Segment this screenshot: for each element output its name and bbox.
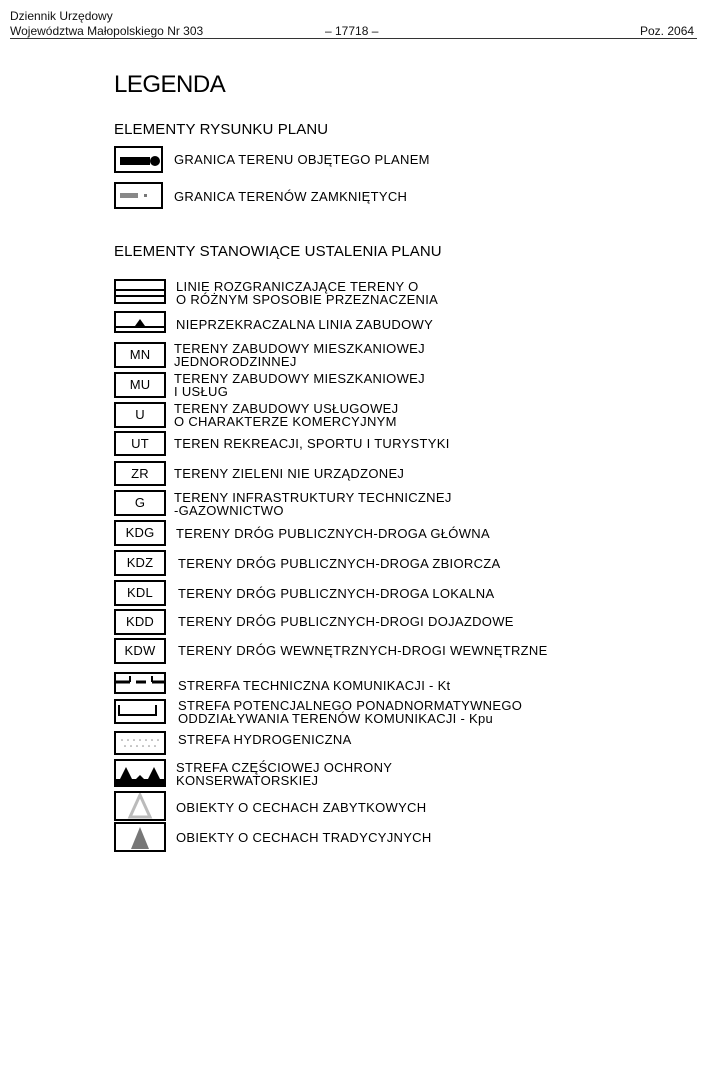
- code-box-kdl: KDL: [114, 580, 166, 606]
- legend-label: TERENY DRÓG PUBLICZNYCH-DROGA LOKALNA: [178, 586, 495, 601]
- code-box-u: U: [114, 402, 166, 428]
- legend-label: OBIEKTY O CECHACH TRADYCYJNYCH: [176, 830, 432, 845]
- legend-label: TERENY DRÓG PUBLICZNYCH-DROGA ZBIORCZA: [178, 556, 501, 571]
- legend-label: TERENY ZABUDOWY USŁUGOWEJ O CHARAKTERZE KOMERCYJNYM: [174, 401, 399, 429]
- traditional-objects-symbol: [114, 822, 166, 852]
- legend-label: TERENY ZABUDOWY MIESZKANIOWEJ JEDNORODZINNEJ: [174, 341, 425, 369]
- boundary-lines-symbol: [114, 279, 166, 304]
- plan-boundary-symbol: [114, 146, 163, 173]
- legend-label: GRANICA TERENU OBJĘTEGO PLANEM: [174, 152, 430, 167]
- code-box-mn: MN: [114, 342, 166, 368]
- technical-zone-symbol: [114, 672, 166, 694]
- legend-label: TERENY DRÓG PUBLICZNYCH-DROGI DOJAZDOWE: [178, 614, 514, 629]
- code-box-mu: MU: [114, 372, 166, 398]
- code-box-kdz: KDZ: [114, 550, 166, 576]
- impact-zone-symbol: [114, 699, 166, 724]
- code-box-kdd: KDD: [114, 609, 166, 635]
- position-number: Poz. 2064: [640, 24, 695, 38]
- legend-label: TEREN REKREACJI, SPORTU I TURYSTYKI: [174, 436, 450, 451]
- code-box-kdw: KDW: [114, 638, 166, 664]
- code-box-zr: ZR: [114, 461, 166, 486]
- legend-label: TERENY DRÓG WEWNĘTRZNYCH-DROGI WEWNĘTRZNE: [178, 643, 548, 658]
- legend-label: TERENY INFRASTRUKTURY TECHNICZNEJ -GAZOWNICTWO: [174, 490, 452, 518]
- legend-label: TERENY ZABUDOWY MIESZKANIOWEJ I USŁUG: [174, 371, 425, 399]
- regulations-section-title: ELEMENTY STANOWIĄCE USTALENIA PLANU: [114, 243, 442, 260]
- legend-label: OBIEKTY O CECHACH ZABYTKOWYCH: [176, 800, 427, 815]
- journal-name: Dziennik Urzędowy: [10, 9, 113, 23]
- code-box-kdg: KDG: [114, 520, 166, 546]
- legend-label: GRANICA TERENÓW ZAMKNIĘTYCH: [174, 189, 408, 204]
- legend-label: STRERFA TECHNICZNA KOMUNIKACJI - Kt: [178, 678, 451, 693]
- drawing-section-title: ELEMENTY RYSUNKU PLANU: [114, 121, 329, 138]
- hydrogenic-zone-symbol: [114, 731, 166, 755]
- legend-label: LINIE ROZGRANICZAJĄCE TERENY O O RÓŻNYM SPOSOBIE PRZEZNACZENIA: [176, 279, 439, 307]
- legend-label: STREFA HYDROGENICZNA: [178, 732, 352, 747]
- code-box-g: G: [114, 490, 166, 516]
- conservation-zone-symbol: [114, 759, 166, 787]
- voivodeship-issue: Województwa Małopolskiego Nr 303: [10, 24, 204, 38]
- legend-label: TERENY DRÓG PUBLICZNYCH-DROGA GŁÓWNA: [176, 526, 490, 541]
- legend-label: NIEPRZEKRACZALNA LINIA ZABUDOWY: [176, 317, 434, 332]
- legend-label: STREFA CZĘŚCIOWEJ OCHRONY KONSERWATORSKIEJ: [176, 760, 393, 788]
- header-divider: [10, 38, 697, 39]
- legend-title: LEGENDA: [114, 71, 226, 98]
- code-box-ut: UT: [114, 431, 166, 456]
- building-line-symbol: [114, 311, 166, 333]
- legend-label: STREFA POTENCJALNEGO PONADNORMATYWNEGO ODDZIAŁYWANIA TERENÓW KOMUNIKACJI - Kpu: [178, 698, 523, 726]
- page-number: – 17718 –: [325, 24, 379, 38]
- monument-objects-symbol: [114, 791, 166, 821]
- closed-areas-boundary-symbol: [114, 182, 163, 209]
- legend-label: TERENY ZIELENI NIE URZĄDZONEJ: [174, 466, 405, 481]
